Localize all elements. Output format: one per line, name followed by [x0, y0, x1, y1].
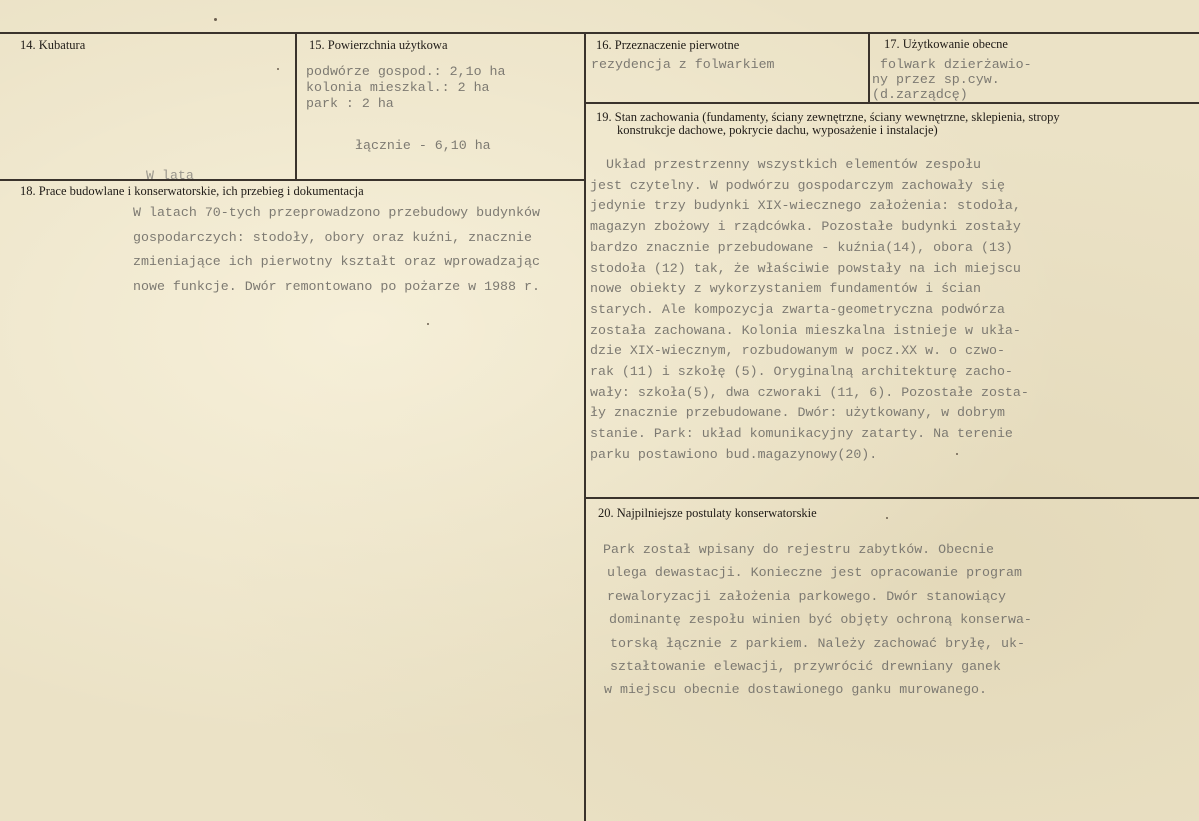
field-20-label: 20. Najpilniejsze postulaty konserwatorskie	[598, 506, 817, 520]
field-18-line: gospodarczych: stodoły, obory oraz kuźni, znacznie	[133, 229, 532, 245]
field-19-line: nowe obiekty z wykorzystaniem fundamentów i ścian	[590, 281, 981, 297]
field-15-total: łącznie - 6,10 ha	[355, 138, 491, 153]
paper-speck	[427, 323, 429, 325]
field-16-value: rezydencja z folwarkiem	[591, 57, 775, 72]
field-20-line: ulega dewastacji. Konieczne jest opracowanie program	[607, 565, 1022, 581]
top-rule	[0, 32, 1199, 34]
field-17-line: (d.zarządcę)	[872, 87, 968, 102]
field-19-line: stodoła (12) tak, że właściwie powstały na ich miejscu	[590, 260, 1021, 276]
field-19-line: została zachowana. Kolonia mieszkalna istnieje w ukła-	[590, 322, 1021, 338]
field-17-value	[872, 57, 1032, 102]
field-15-label: 15. Powierzchnia użytkowa	[309, 38, 448, 52]
field-19-line: jedynie trzy budynki XIX-wiecznego założenia: stodoła,	[590, 198, 1021, 214]
field-16-label: 16. Przeznaczenie pierwotne	[596, 38, 740, 52]
field-15-line: podwórze gospod.: 2,1o ha	[306, 64, 506, 79]
field-18-label: 18. Prace budowlane i konserwatorskie, ich przebieg i dokumentacja	[20, 184, 364, 198]
field-14-label: 14. Kubatura	[20, 38, 86, 52]
field-19-value	[590, 155, 1029, 466]
field-17-line: folwark dzierżawio-	[880, 57, 1032, 72]
field-19-line: dzie XIX-wiecznym, rozbudowanym w pocz.XX w. o czwo-	[590, 343, 1005, 359]
paper-speck	[214, 18, 217, 21]
field-17-line: ny przez sp.cyw.	[872, 72, 1000, 87]
field-19-line: jest czytelny. W podwórzu gospodarczym zachowały się	[590, 177, 1005, 193]
rule-under-16-17	[584, 102, 1199, 104]
field-20-line: rewaloryzacji założenia parkowego. Dwór stanowiący	[607, 588, 1006, 604]
field-19-line: ły znacznie przebudowane. Dwór: użytkowany, w dobrym	[590, 405, 1005, 421]
divider-main	[584, 32, 586, 821]
field-20-line: dominantę zespołu winien być objęty ochroną konserwa-	[609, 612, 1032, 628]
field-20-line: torską łącznie z parkiem. Należy zachować bryłę, uk-	[610, 635, 1025, 651]
divider-16-17	[868, 32, 870, 102]
field-19-line: bardzo znacznie przebudowane - kuźnia(14), obora (13)	[590, 239, 1013, 255]
field-19-label-cont: konstrukcje dachowe, pokrycie dachu, wyposażenie i instalacje)	[617, 123, 938, 137]
field-19-line: starych. Ale kompozycja zwarta-geometryczna podwórza	[590, 301, 1005, 317]
rule-under-14-15	[0, 179, 586, 181]
field-15-line: park : 2 ha	[306, 96, 394, 111]
field-15-value	[306, 64, 506, 111]
paper-speck	[956, 453, 958, 455]
field-15-line: kolonia mieszkal.: 2 ha	[306, 80, 490, 95]
field-19-label: 19. Stan zachowania (fundamenty, ściany zewnętrzne, ściany wewnętrzne, sklepienia, stropy	[596, 110, 1060, 124]
field-18-line: nowe funkcje. Dwór remontowano po pożarze w 1988 r.	[133, 278, 540, 294]
field-20-line: Park został wpisany do rejestru zabytków. Obecnie	[603, 542, 994, 557]
field-20-line: w miejscu obecnie dostawionego ganku murowanego.	[604, 682, 988, 698]
field-18-value	[133, 201, 540, 299]
field-19-line: Układ przestrzenny wszystkich elementów zespołu	[606, 157, 982, 172]
paper-speck	[886, 517, 888, 519]
field-19-line: wały: szkoła(5), dwa czworaki (11, 6). Pozostałe zosta-	[590, 384, 1029, 400]
field-19-line: stanie. Park: układ komunikacyjny zatarty. Na terenie	[590, 426, 1013, 442]
field-18-overtype: W lata	[146, 168, 194, 183]
paper-speck	[277, 68, 279, 70]
rule-under-19	[584, 497, 1199, 499]
field-19-line: parku postawiono bud.magazynowy(20).	[590, 446, 878, 462]
field-18-line: W latach 70-tych przeprowadzono przebudowy budynków	[133, 205, 540, 220]
field-19-line: magazyn zbożowy i rządcówka. Pozostałe budynki zostały	[590, 219, 1021, 235]
divider-14-15	[295, 32, 297, 180]
field-20-line: ształtowanie elewacji, przywrócić drewniany ganek	[610, 659, 1001, 675]
field-18-line: zmieniające ich pierwotny kształt oraz wprowadzając	[133, 254, 540, 269]
field-17-label: 17. Użytkowanie obecne	[884, 37, 1008, 51]
field-20-value	[603, 538, 1032, 702]
field-19-line: rak (11) i szkołę (5). Oryginalną architekturę zacho-	[590, 364, 1013, 380]
